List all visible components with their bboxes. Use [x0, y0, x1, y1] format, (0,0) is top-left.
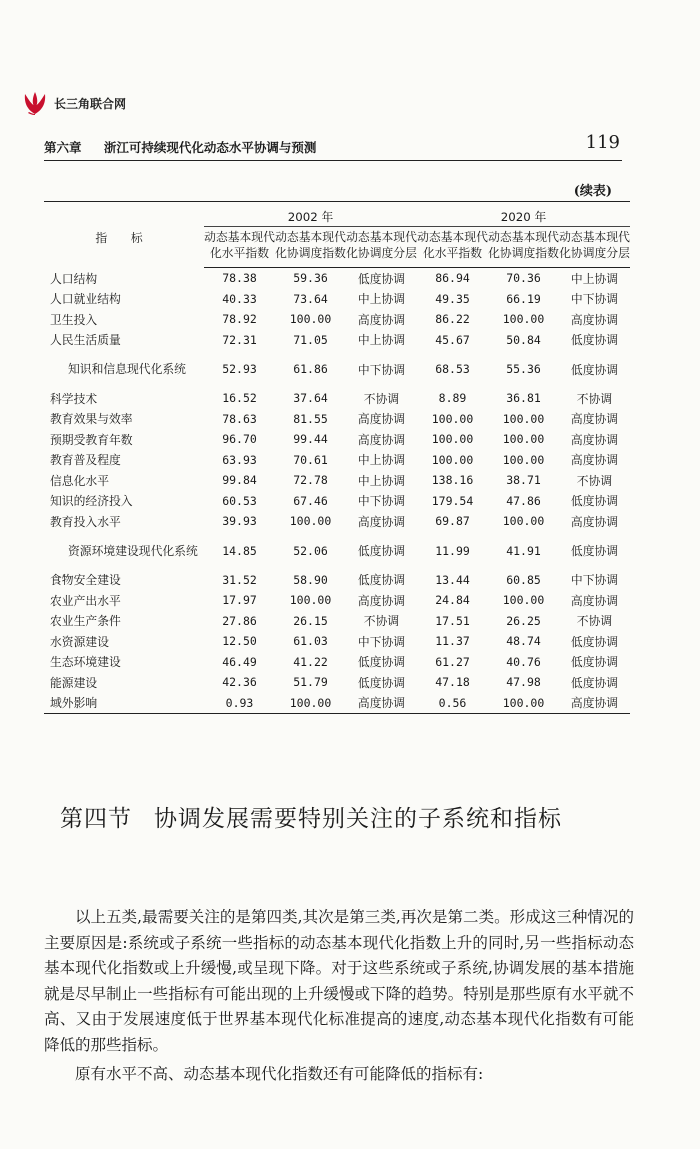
header-rule	[44, 160, 622, 161]
cell-2020-level: 49.35	[435, 291, 470, 306]
cell-2002-level: 42.36	[222, 675, 257, 690]
cell-2002-tier: 中下协调	[357, 494, 406, 509]
cell-2020-coord: 100.00	[502, 514, 545, 529]
cell-2020-tier: 低度协调	[570, 544, 619, 558]
cell-2020-level: 69.87	[435, 514, 470, 529]
cell-2002-coord: 73.64	[293, 291, 328, 306]
col-header-coordination-level: 动态基本现代化协调度分层	[559, 227, 630, 268]
cell-2002-tier: 中上协调	[357, 473, 406, 488]
indicator-name: 信息化水平	[50, 473, 109, 488]
cell-2002-coord: 61.86	[293, 362, 328, 376]
table-row	[44, 672, 630, 693]
table-row	[44, 652, 630, 673]
cell-2002-tier: 高度协调	[357, 312, 406, 327]
cell-2002-level: 31.52	[222, 572, 257, 587]
table-row	[44, 611, 630, 632]
cell-2002-level: 99.84	[222, 473, 257, 488]
cell-2020-level: 100.00	[431, 411, 474, 426]
cell-2002-level: 16.52	[222, 391, 257, 406]
cell-2002-tier: 低度协调	[357, 271, 406, 286]
flame-logo-icon	[20, 90, 50, 116]
year-2020-header: 2020 年	[417, 202, 630, 227]
table-row	[44, 309, 630, 330]
cell-2002-coord: 100.00	[275, 693, 346, 714]
cell-2002-coord: 41.22	[293, 654, 328, 669]
col-header-coordination-level: 动态基本现代化协调度分层	[346, 227, 417, 268]
cell-2020-level: 179.54	[431, 493, 474, 508]
cell-2002-level: 39.93	[222, 514, 257, 529]
cell-2002-level: 78.92	[222, 312, 257, 327]
cell-2020-tier: 中下协调	[570, 292, 619, 307]
indicator-name: 能源建设	[50, 675, 98, 690]
chapter-title: 浙江可持续现代化动态水平协调与预测	[103, 140, 317, 155]
cell-2002-coord: 52.06	[293, 543, 328, 558]
cell-2002-coord: 100.00	[289, 593, 332, 608]
cell-2002-coord: 26.15	[293, 613, 328, 628]
cell-2020-level: 8.89	[438, 391, 467, 406]
cell-2020-coord: 48.74	[506, 634, 541, 649]
cell-2020-tier: 高度协调	[570, 593, 619, 608]
cell-2002-level: 17.97	[222, 593, 257, 608]
cell-2002-level: 63.93	[222, 452, 257, 467]
cell-2002-tier: 不协调	[363, 391, 400, 406]
cell-2020-coord: 100.00	[502, 432, 545, 447]
indicator-name: 教育投入水平	[50, 514, 121, 529]
cell-2020-tier: 高度协调	[570, 453, 619, 468]
cell-2020-level: 17.51	[435, 613, 470, 628]
table-row	[44, 289, 630, 310]
indicator-name: 人口结构	[50, 271, 98, 286]
cell-2002-coord: 70.61	[293, 452, 328, 467]
cell-2002-coord: 37.64	[293, 391, 328, 406]
cell-2020-tier: 低度协调	[570, 634, 619, 649]
cell-2002-level: 78.38	[222, 271, 257, 286]
section-title: 协调发展需要特别关注的子系统和指标	[154, 806, 562, 832]
cell-2020-level: 86.22	[435, 312, 470, 327]
cell-2002-level: 12.50	[222, 634, 257, 649]
cell-2020-tier: 低度协调	[570, 362, 619, 377]
cell-2020-tier: 低度协调	[570, 494, 619, 509]
cell-2002-tier: 低度协调	[357, 655, 406, 670]
cell-2020-coord: 100.00	[502, 411, 545, 426]
cell-2002-tier: 低度协调	[357, 675, 406, 690]
table-row	[44, 631, 630, 652]
cell-2002-coord: 100.00	[289, 514, 332, 529]
running-head	[44, 138, 316, 156]
indicator-name: 食物安全建设	[50, 573, 121, 588]
cell-2020-coord: 36.81	[506, 391, 541, 406]
cell-2020-tier: 不协调	[576, 391, 613, 406]
indicator-name: 预期受教育年数	[50, 432, 133, 447]
cell-2002-coord: 100.00	[289, 312, 332, 327]
table-row	[44, 388, 630, 409]
cell-2020-level: 86.94	[435, 271, 470, 286]
table-row	[44, 570, 630, 591]
indicator-name: 生态环境建设	[50, 655, 121, 670]
cell-2002-tier: 不协调	[363, 614, 400, 629]
cell-2002-tier: 中上协调	[357, 453, 406, 468]
indicator-name: 农业生产条件	[50, 614, 121, 629]
cell-2002-tier: 高度协调	[357, 593, 406, 608]
cell-2020-coord: 41.91	[506, 543, 541, 558]
cell-2020-coord: 40.76	[506, 654, 541, 669]
cell-2002-tier: 中下协调	[357, 634, 406, 649]
cell-2020-level: 11.37	[435, 634, 470, 649]
indicator-name: 知识的经济投入	[50, 494, 133, 509]
page-number: 119	[585, 132, 620, 153]
table-row	[44, 268, 630, 289]
cell-2002-coord: 51.79	[293, 675, 328, 690]
cell-2002-tier: 低度协调	[357, 573, 406, 588]
cell-2002-tier: 中上协调	[357, 333, 406, 348]
cell-2020-level: 100.00	[431, 452, 474, 467]
cell-2020-coord: 50.84	[506, 332, 541, 347]
cell-2020-level: 138.16	[431, 473, 474, 488]
cell-2002-tier: 中下协调	[357, 362, 406, 377]
cell-2020-tier: 不协调	[576, 614, 613, 629]
logo-text: 长三角联合网	[54, 96, 127, 111]
cell-2020-tier: 不协调	[576, 473, 613, 488]
table-row	[44, 450, 630, 471]
site-logo	[20, 90, 126, 116]
col-header-coordination-index: 动态基本现代化协调度指数	[275, 227, 346, 268]
indicator-header: 指 标	[44, 202, 204, 268]
cell-2002-tier: 高度协调	[357, 412, 406, 427]
cell-2002-coord: 61.03	[293, 634, 328, 649]
section-heading	[60, 800, 562, 833]
continued-label: (续表)	[573, 184, 612, 199]
cell-2020-tier: 高度协调	[570, 514, 619, 529]
table-row	[44, 491, 630, 512]
cell-2020-tier: 高度协调	[559, 693, 630, 714]
cell-2002-level: 46.49	[222, 654, 257, 669]
cell-2020-level: 68.53	[435, 362, 470, 376]
table-row	[44, 532, 630, 570]
indicator-name: 农业产出水平	[50, 593, 121, 608]
cell-2020-tier: 低度协调	[570, 333, 619, 348]
cell-2020-coord: 47.86	[506, 493, 541, 508]
cell-2020-coord: 38.71	[506, 473, 541, 488]
paragraph: 原有水平不高、动态基本现代化指数还有可能降低的指标有:	[75, 1065, 484, 1083]
cell-2020-coord: 55.36	[506, 362, 541, 376]
cell-2002-level: 0.93	[204, 693, 275, 714]
cell-2002-level: 14.85	[222, 543, 257, 558]
cell-2002-level: 78.63	[222, 411, 257, 426]
cell-2002-coord: 81.55	[293, 411, 328, 426]
cell-2020-tier: 低度协调	[570, 675, 619, 690]
table-row	[44, 429, 630, 450]
cell-2020-coord: 70.36	[506, 271, 541, 286]
cell-2020-coord: 100.00	[502, 593, 545, 608]
table-row	[44, 693, 630, 714]
chapter-number: 第六章	[44, 140, 82, 155]
cell-2002-coord: 72.78	[293, 473, 328, 488]
cell-2002-level: 96.70	[222, 432, 257, 447]
cell-2020-coord: 100.00	[502, 312, 545, 327]
cell-2020-tier: 低度协调	[570, 655, 619, 670]
cell-2002-coord: 59.36	[293, 271, 328, 286]
table-row	[44, 590, 630, 611]
cell-2002-level: 60.53	[222, 493, 257, 508]
cell-2020-coord: 100.00	[488, 693, 559, 714]
cell-2020-level: 0.56	[417, 693, 488, 714]
table-row	[44, 511, 630, 532]
data-table	[44, 201, 630, 714]
cell-2020-tier: 高度协调	[570, 312, 619, 327]
cell-2020-level: 100.00	[431, 432, 474, 447]
body-text	[44, 905, 634, 1088]
col-header-coordination-index: 动态基本现代化协调度指数	[488, 227, 559, 268]
indicator-name: 科学技术	[50, 391, 98, 406]
table-row	[44, 409, 630, 430]
cell-2020-level: 13.44	[435, 572, 470, 587]
cell-2020-level: 61.27	[435, 654, 470, 669]
cell-2002-tier: 中上协调	[357, 292, 406, 307]
indicator-name: 资源环境建设现代化系统	[68, 543, 198, 558]
table-row	[44, 330, 630, 351]
cell-2002-level: 27.86	[222, 613, 257, 628]
cell-2002-level: 40.33	[222, 291, 257, 306]
cell-2020-coord: 26.25	[506, 613, 541, 628]
cell-2020-tier: 中上协调	[570, 271, 619, 286]
cell-2020-level: 11.99	[435, 543, 470, 558]
indicator-name: 人民生活质量	[50, 333, 121, 348]
paragraph: 以上五类,最需要关注的是第四类,其次是第三类,再次是第二类。形成这三种情况的主要原因是:系统或子系统一些指标的动态基本现代化指数上升的同时,另一些指标动态基本现代化指数或上升缓慢,或呈现下降。对于这些系统或子系统,协调发展的基本措施就是尽早制止一些指标有可能出现的上升缓慢或下降的趋势。特别是那些原有水平就不高、又由于发展速度低于世界基本现代化标准提高的速度,动态基本现代化指数有可能降低的那些指标。	[44, 908, 634, 1054]
table-row	[44, 350, 630, 388]
cell-2002-coord: 99.44	[293, 432, 328, 447]
indicator-name: 水资源建设	[50, 634, 109, 649]
year-2002-header: 2002 年	[204, 202, 417, 227]
indicator-name: 域外影响	[44, 693, 204, 714]
table-row	[44, 470, 630, 491]
cell-2020-level: 47.18	[435, 675, 470, 690]
cell-2020-coord: 47.98	[506, 675, 541, 690]
cell-2002-tier: 高度协调	[346, 693, 417, 714]
cell-2002-tier: 高度协调	[357, 432, 406, 447]
section-number: 第四节	[60, 806, 132, 832]
cell-2002-level: 72.31	[222, 332, 257, 347]
cell-2020-tier: 高度协调	[570, 412, 619, 427]
indicator-name: 教育效果与效率	[50, 412, 133, 427]
cell-2002-coord: 58.90	[293, 572, 328, 587]
cell-2002-tier: 低度协调	[357, 544, 406, 558]
cell-2002-coord: 71.05	[293, 332, 328, 347]
indicator-name: 教育普及程度	[50, 453, 121, 468]
col-header-level-index: 动态基本现代化水平指数	[417, 227, 488, 268]
cell-2002-tier: 高度协调	[357, 514, 406, 529]
indicator-name: 知识和信息现代化系统	[68, 362, 186, 376]
cell-2020-coord: 60.85	[506, 572, 541, 587]
cell-2002-level: 52.93	[222, 362, 257, 376]
cell-2020-level: 24.84	[435, 593, 470, 608]
indicator-name: 卫生投入	[50, 312, 98, 327]
cell-2002-coord: 67.46	[293, 493, 328, 508]
col-header-level-index: 动态基本现代化水平指数	[204, 227, 275, 268]
cell-2020-tier: 高度协调	[570, 432, 619, 447]
cell-2020-coord: 66.19	[506, 291, 541, 306]
indicator-name: 人口就业结构	[50, 292, 121, 307]
cell-2020-coord: 100.00	[502, 452, 545, 467]
cell-2020-level: 45.67	[435, 332, 470, 347]
cell-2020-tier: 中下协调	[570, 573, 619, 588]
